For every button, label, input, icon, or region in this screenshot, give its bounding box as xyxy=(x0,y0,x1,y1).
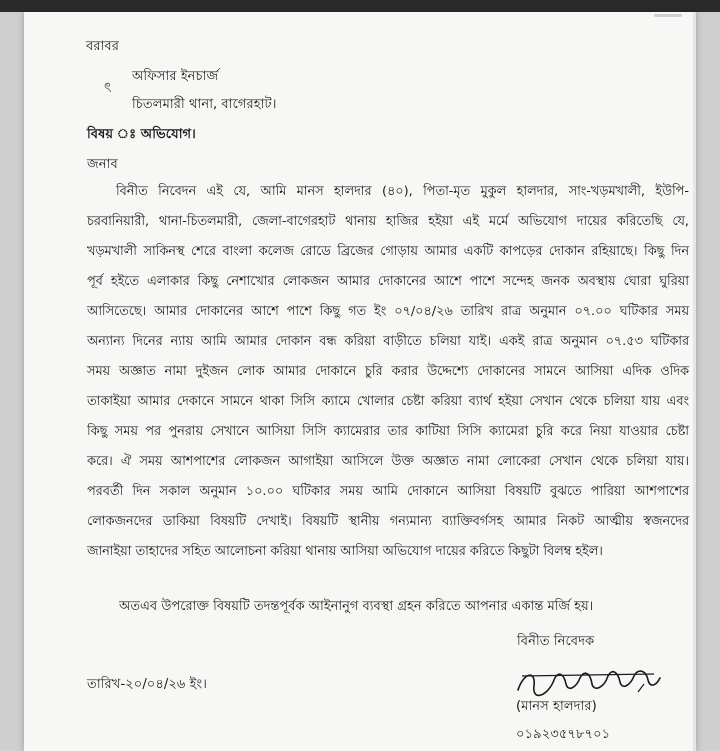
body-line: তাকাইয়া আমার দেকানে সামনে থাকা সিসি ক্যামে খোলার চেষ্টা করিয়া ব্যার্থ হইয়া সেখান থেকে চলিয়া যায় এবং xyxy=(87,394,689,409)
sign-off: বিনীত নিবেদক xyxy=(517,634,595,649)
recipient-title: অফিসার ইনচার্জ xyxy=(132,69,219,84)
signer-name: (মানস হালদার) xyxy=(516,699,597,714)
body-line: খড়মখালী সাকিনস্থ শেরে বাংলা কলেজ রোডে ব্রিজের গোড়ায় আমার একটি কাপড়ের দোকান রহিয়াছে। কিছু দিন xyxy=(87,244,689,259)
body-line: পূর্ব হইতে এলাকার কিছু নেশাখোর লোকজন আমার দোকানের আশে পাশে সন্দেহ জনক অবস্থায় ঘোরা ঘুরিয়া xyxy=(87,274,689,289)
body-line: অন্যান্য দিনের ন্যায় আমি আমার দোকান বন্ধ করিয়া বাড়ীতে চলিয়া যাই। একই রাত্র অনুমান ০৭.৫৩ ঘটিকার xyxy=(87,334,689,349)
subject-line: বিষয় ঃ অভিযোগ। xyxy=(87,127,196,142)
body-line: পরবর্তী দিন সকাল অনুমান ১০.০০ ঘটিকার সময় আমি দোকানে আসিয়া বিষয়টি বুঝতে পারিয়া আশপাশের xyxy=(87,484,689,499)
body-line: আসিতেছে। আমার দোকানের আশে পাশে কিছু গত ইং ০৭/০৪/২৬ তারিখ রাত্র অনুমান ০৭.০০ ঘটিকার সময় xyxy=(87,304,689,319)
corner-mark xyxy=(654,14,682,17)
top-edge-bar xyxy=(0,0,720,12)
body-line: কিছু সময় পর পুনরায় সেখানে আসিয়া সিসি ক্যামেরার তার কাটিয়া সিসি ক্যামেরা চুরি করে নিয়া যাওয়ার চেষ্টা xyxy=(87,424,689,439)
body-line: চরবানিয়ারী, থানা-চিতলমারী, জেলা-বাগেরহাট থানায় হাজির হইয়া এই মর্মে অভিযোগ দায়ের করিতেছি যে, xyxy=(87,214,689,229)
salutation: জনাব xyxy=(87,157,118,172)
to-label: বরাবর xyxy=(86,39,120,54)
closing-request: অতএব উপরোক্ত বিষয়টি তদন্তপূর্বক আইনানুগ ব্যবস্থা গ্রহন করিতে আপনার একান্ত মর্জি হয়। xyxy=(119,599,594,614)
body-line: সময় অজ্ঞাত নামা দুইজন লোক আমার দোকানে চুরি করার উদ্দেশ্যে দোকানের সামনে আসিয়া এদিক ওদিক xyxy=(87,364,689,379)
phone-number: ০১৯২৩৫৭৮৭০১ xyxy=(516,727,611,742)
tick-mark-icon: ৎ xyxy=(104,80,112,96)
body-line: বিনীত নিবেদন এই যে, আমি মানস হালদার (৪০), পিতা-মৃত মুকুল হালদার, সাং-খড়মখালী, ইউপি- xyxy=(116,184,689,199)
paper-edge xyxy=(693,12,696,751)
date-line: তারিখ-২০/০৪/২৬ ইং। xyxy=(87,677,207,692)
signature-scribble xyxy=(514,662,664,702)
body-line: করে। ঐ সময় আশপাশের লোকজন আগাইয়া আসিলে উক্ত অজ্ঞাত নামা লোকেরা সেখান থেকে চলিয়া যায়। xyxy=(87,454,689,469)
body-line: জানাইয়া তাহাদের সহিত আলোচনা করিয়া থানায় আসিয়া অভিযোগ দায়ের করিতে কিছুটা বিলম্ব হইল। xyxy=(87,544,603,559)
recipient-address: চিতলমারী থানা, বাগেরহাট। xyxy=(132,97,277,112)
body-line: লোকজনদের ডাকিয়া বিষয়টি দেখাই। বিষয়টি স্থানীয় গন্যমান্য ব্যাক্তিবর্গসহ আমার নিকট আত্মীয় স্বজনদের xyxy=(87,514,689,529)
letter-paper xyxy=(24,12,696,751)
